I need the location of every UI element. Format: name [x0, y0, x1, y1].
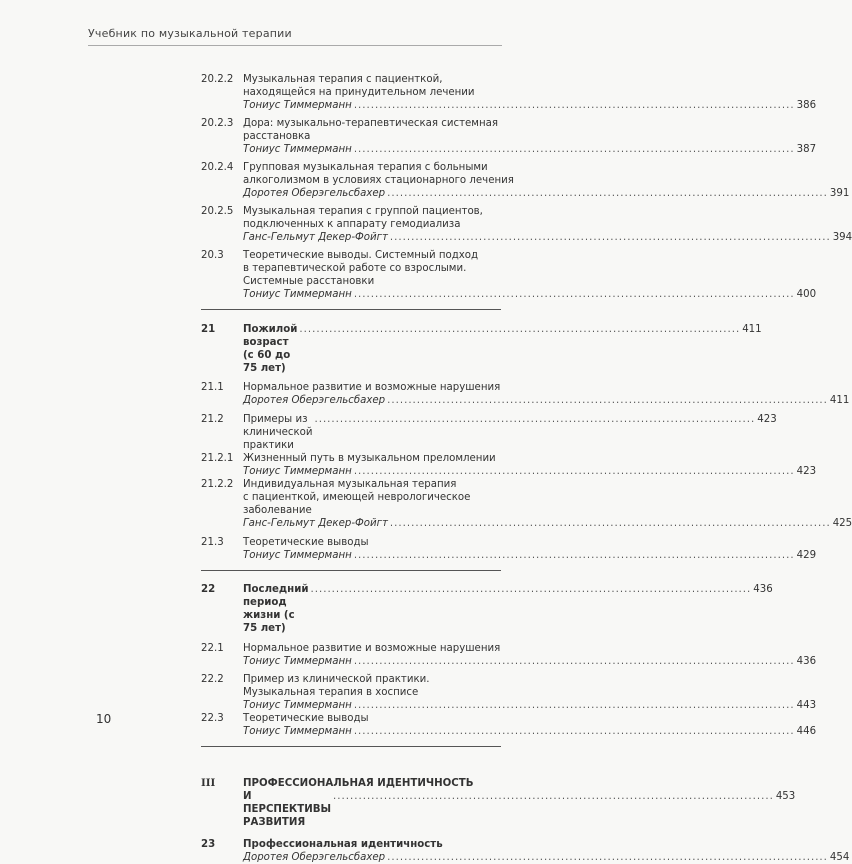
toc-part-title: ПРОФЕССИОНАЛЬНАЯ ИДЕНТИЧНОСТЬ [243, 778, 474, 789]
toc-entry-title: Жизненный путь в музыкальном преломлении [243, 453, 496, 464]
toc-page-number: 453 [775, 791, 796, 802]
leader-dots [354, 288, 795, 301]
toc-page-number: 436 [796, 656, 817, 667]
leader-dots [314, 413, 755, 426]
toc-page-number: 400 [796, 289, 817, 300]
toc-entry [201, 413, 777, 452]
toc-entry [201, 838, 850, 864]
toc-entry [201, 161, 850, 200]
toc-entry-title: Нормальное развитие и возможные нарушения [243, 643, 501, 654]
toc-entry-author: Ганс-Гельмут Декер-Фойгт [243, 518, 388, 529]
toc-entry-number: 23 [201, 839, 216, 850]
toc-chapter-title: Пожилой возраст (с 60 до 75 лет) [243, 324, 298, 374]
toc-entry-author: Доротея Оберэгельсбахер [243, 852, 386, 863]
header-rule [88, 45, 502, 46]
leader-dots [354, 465, 795, 478]
toc-entry-number: 21 [201, 324, 216, 335]
toc-entry-number: 20.2.5 [201, 206, 234, 217]
toc-entry [201, 777, 796, 829]
toc-page-number: 423 [757, 414, 777, 425]
toc-entry-number: 20.2.3 [201, 118, 234, 129]
toc-page-number: 436 [753, 584, 773, 595]
toc-entry-title: подключенных к аппарату гемодиализа [243, 219, 461, 230]
section-divider [201, 746, 501, 747]
toc-page-number: 446 [796, 726, 817, 737]
toc-page-number: 411 [742, 324, 762, 335]
leader-dots [387, 187, 828, 200]
toc-entry-author: Тониус Тиммерманн [243, 289, 352, 300]
toc-page-number: 443 [796, 700, 817, 711]
toc-entry-number: 22.3 [201, 713, 224, 724]
toc-entry-number: 20.2.2 [201, 74, 234, 85]
toc-entry-number: III [201, 777, 216, 789]
toc-entry [201, 117, 817, 156]
toc-entry-author: Тониус Тиммерманн [243, 656, 352, 667]
toc-entry-author: Доротея Оберэгельсбахер [243, 395, 386, 406]
toc-entry-title: Нормальное развитие и возможные нарушения [243, 382, 501, 393]
toc-entry-title: Системные расстановки [243, 276, 375, 287]
toc-page-number: 429 [796, 550, 817, 561]
leader-dots [354, 655, 795, 668]
toc-entry-number: 22.1 [201, 643, 224, 654]
toc-entry-title: Теоретические выводы [243, 713, 369, 724]
toc-entry-title: расстановка [243, 131, 311, 142]
toc-entry-title: Индивидуальная музыкальная терапия [243, 479, 457, 490]
toc-entry [201, 249, 817, 301]
section-divider [201, 570, 501, 571]
table-of-contents [201, 73, 852, 864]
toc-entry-title: Музыкальная терапия в хосписе [243, 687, 419, 698]
leader-dots [387, 851, 828, 864]
page-number: 10 [96, 712, 112, 726]
toc-entry-title: Примеры из клинической практики [243, 414, 313, 451]
toc-entry [201, 73, 817, 112]
toc-entry-author: Тониус Тиммерманн [243, 100, 352, 111]
toc-entry [201, 583, 773, 635]
leader-dots [354, 143, 795, 156]
toc-entry-title: находящейся на принудительном лечении [243, 87, 475, 98]
leader-dots [310, 583, 751, 596]
toc-entry-author: Тониус Тиммерманн [243, 466, 352, 477]
toc-page-number: 454 [829, 852, 850, 863]
toc-entry-author: Тониус Тиммерманн [243, 700, 352, 711]
toc-entry-number: 20.3 [201, 250, 224, 261]
toc-entry-number: 20.2.4 [201, 162, 234, 173]
toc-entry [201, 381, 850, 407]
toc-entry-number: 21.2.2 [201, 479, 234, 490]
toc-entry-title: в терапевтической работе со взрослыми. [243, 263, 467, 274]
leader-dots [387, 394, 828, 407]
toc-page-number: 386 [796, 100, 817, 111]
toc-page-number: 391 [829, 188, 850, 199]
leader-dots [354, 99, 795, 112]
toc-entry [201, 323, 762, 375]
toc-entry-author: Тониус Тиммерманн [243, 550, 352, 561]
toc-chapter-title: Последний период жизни (с 75 лет) [243, 584, 309, 634]
toc-entry-title: Пример из клинической практики. [243, 674, 430, 685]
toc-entry-author: Доротея Оберэгельсбахер [243, 188, 386, 199]
leader-dots [390, 231, 831, 244]
toc-page-number: 425 [832, 518, 852, 529]
toc-chapter-title: Профессиональная идентичность [243, 839, 443, 850]
leader-dots [390, 517, 831, 530]
leader-dots [354, 699, 795, 712]
leader-dots [354, 725, 795, 738]
leader-dots [354, 549, 795, 562]
toc-entry-title: Музыкальная терапия с группой пациентов, [243, 206, 483, 217]
toc-entry [201, 478, 852, 530]
toc-entry [201, 642, 817, 668]
toc-entry-title: Групповая музыкальная терапия с больными [243, 162, 488, 173]
leader-dots [299, 323, 740, 336]
leader-dots [333, 790, 774, 803]
toc-entry-title: Музыкальная терапия с пациенткой, [243, 74, 443, 85]
section-divider [201, 309, 501, 310]
toc-entry [201, 712, 817, 738]
toc-entry-number: 21.3 [201, 537, 224, 548]
toc-entry-title: Теоретические выводы. Системный подход [243, 250, 479, 261]
toc-entry-title: Теоретические выводы [243, 537, 369, 548]
toc-entry-author: Тониус Тиммерманн [243, 144, 352, 155]
toc-entry-number: 21.1 [201, 382, 224, 393]
toc-entry-number: 21.2.1 [201, 453, 234, 464]
toc-entry-author: Ганс-Гельмут Декер-Фойгт [243, 232, 388, 243]
toc-part-title: И ПЕРСПЕКТИВЫ РАЗВИТИЯ [243, 791, 332, 828]
toc-entry-number: 21.2 [201, 414, 224, 425]
running-head: Учебник по музыкальной терапии [88, 27, 292, 40]
toc-entry [201, 673, 817, 712]
toc-page-number: 411 [829, 395, 850, 406]
toc-entry-number: 22 [201, 584, 216, 595]
toc-entry-title: Дора: музыкально-терапевтическая системная [243, 118, 499, 129]
toc-entry [201, 205, 852, 244]
toc-entry-title: алкоголизмом в условиях стационарного лечения [243, 175, 514, 186]
toc-entry [201, 452, 817, 478]
toc-entry [201, 536, 817, 562]
toc-entry-author: Тониус Тиммерманн [243, 726, 352, 737]
toc-entry-title: заболевание [243, 505, 312, 516]
toc-page-number: 423 [796, 466, 817, 477]
toc-entry-title: с пациенткой, имеющей неврологическое [243, 492, 471, 503]
toc-entry-number: 22.2 [201, 674, 224, 685]
toc-page-number: 387 [796, 144, 817, 155]
toc-page-number: 394 [832, 232, 852, 243]
